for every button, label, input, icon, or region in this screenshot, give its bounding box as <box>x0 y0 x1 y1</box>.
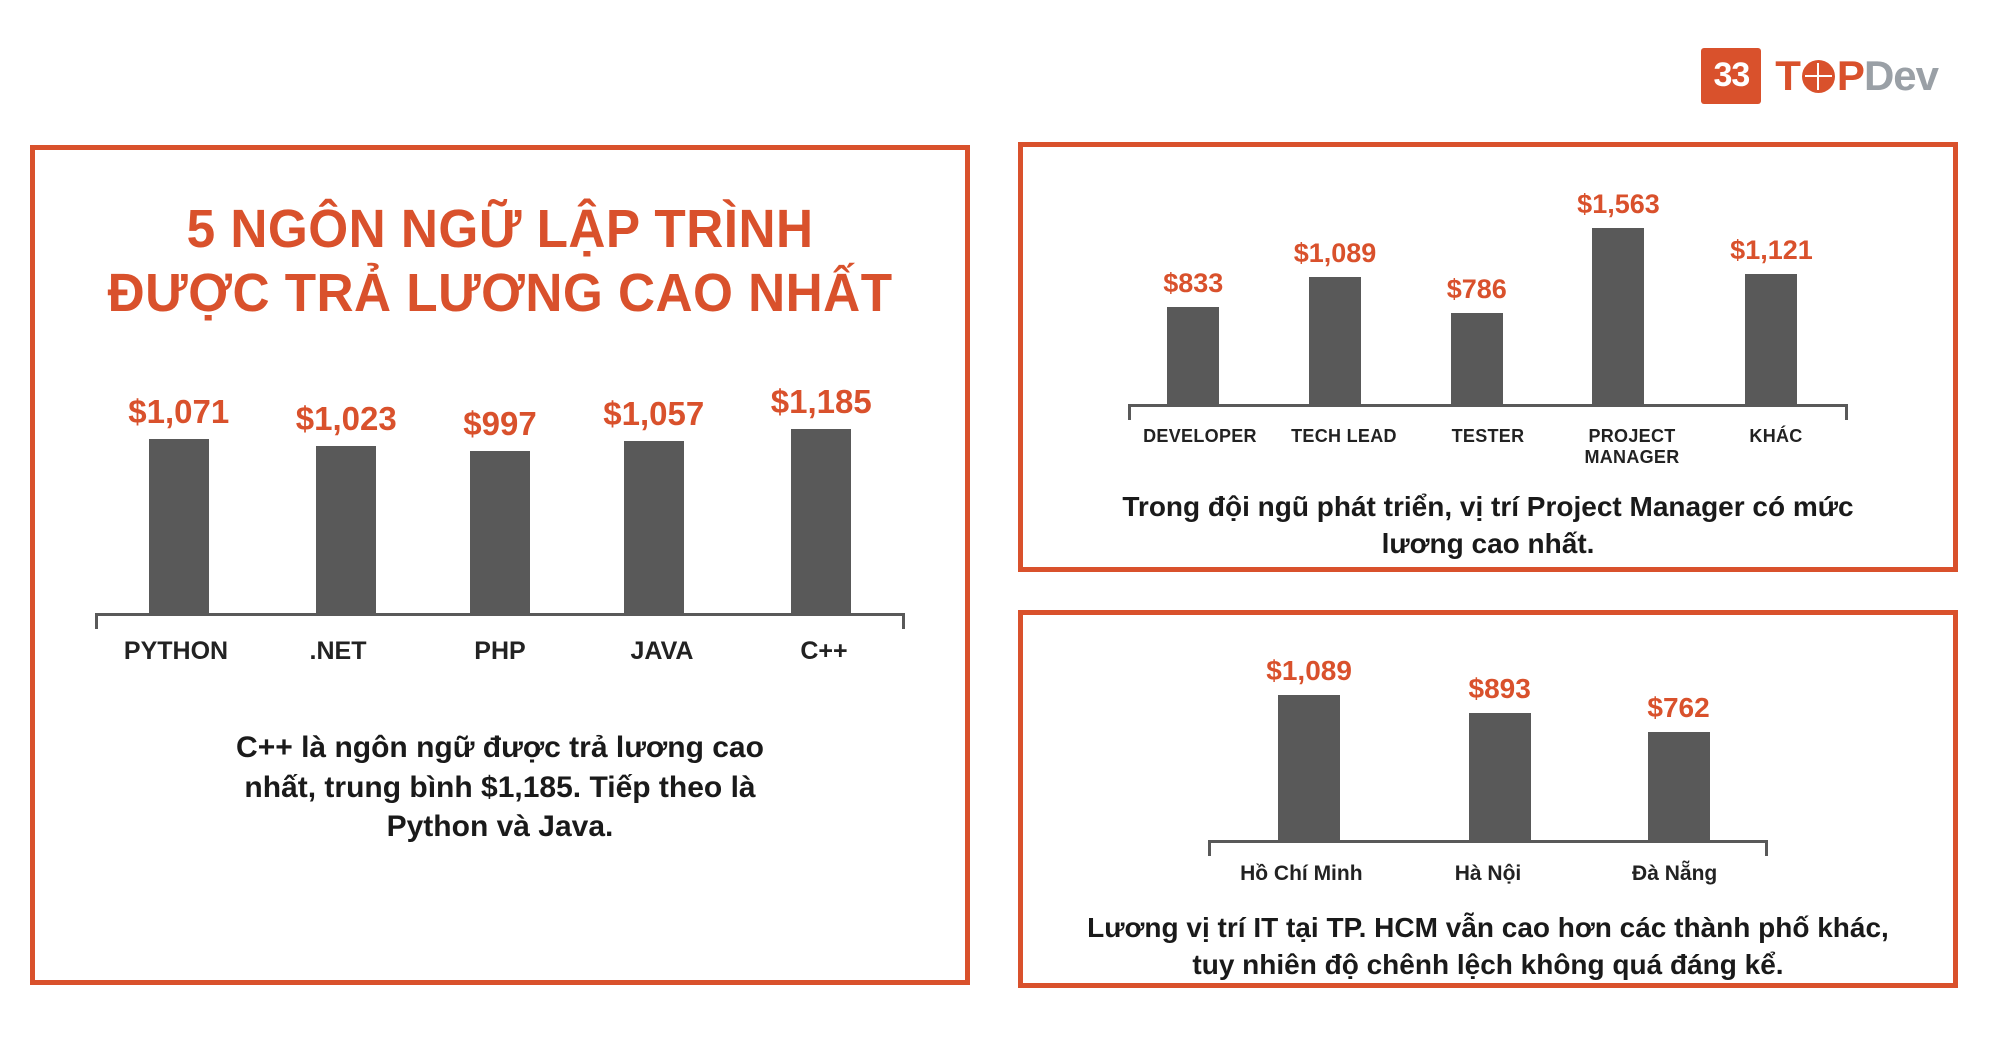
bar <box>1469 713 1531 840</box>
bar-column <box>1730 189 1813 404</box>
bar <box>791 429 851 613</box>
bar <box>1648 732 1710 840</box>
bar <box>316 446 376 613</box>
bar <box>1167 307 1219 404</box>
bar-value-label: $893 <box>1468 673 1531 704</box>
languages-axis <box>95 613 905 627</box>
category-label: KHÁC <box>1749 426 1803 446</box>
bar-value-label: $1,071 <box>128 393 230 431</box>
bar-value-label: $1,121 <box>1730 235 1813 265</box>
bar-value-label: $1,089 <box>1293 238 1377 268</box>
languages-bar-chart <box>95 383 905 613</box>
bar <box>1592 228 1644 404</box>
roles-bars <box>1128 189 1848 404</box>
roles-axis <box>1128 404 1848 418</box>
roles-panel <box>1018 142 1958 572</box>
bar-value-label: $1,023 <box>295 400 397 438</box>
bar-value-label: $1,089 <box>1266 655 1352 686</box>
page-title <box>108 198 893 325</box>
cities-category-labels <box>1208 862 1768 886</box>
category-label: .NET <box>309 637 367 666</box>
page-number: 33 <box>1701 48 1761 104</box>
category-label: TESTER <box>1451 426 1525 446</box>
cities-caption: Lương vị trí IT tại TP. HCM vẫn cao hơn các thành phố khác, tuy nhiên độ chênh lệch không quá đáng kể. <box>1087 912 1889 981</box>
bar-value-label: $997 <box>463 405 537 443</box>
category-label: C++ <box>800 637 848 666</box>
category-label: Hồ Chí Minh <box>1240 862 1363 885</box>
bar-column <box>603 383 704 613</box>
bar-value-label: $786 <box>1446 274 1507 304</box>
bar-value-label: $833 <box>1163 268 1224 298</box>
cities-axis <box>1208 840 1768 854</box>
bar-value-label: $1,057 <box>603 395 705 433</box>
cities-bar-chart <box>1208 655 1768 840</box>
logo-text-dev: Dev <box>1863 52 1938 99</box>
category-label: DEVELOPER <box>1143 426 1257 446</box>
bar <box>1278 695 1340 840</box>
page-title-line-2: ĐƯỢC TRẢ LƯƠNG CAO NHẤT <box>107 262 893 323</box>
roles-caption: Trong đội ngũ phát triển, vị trí Project Manager có mức lương cao nhất. <box>1122 491 1854 560</box>
logo-letter-t: T <box>1775 52 1800 99</box>
globe-icon <box>1802 60 1835 93</box>
logo-letter-p: P <box>1836 52 1864 99</box>
bar-column <box>1577 189 1660 404</box>
bar <box>1309 277 1361 404</box>
bar-column <box>771 383 872 613</box>
category-label: PROJECT MANAGER <box>1584 426 1680 467</box>
cities-panel <box>1018 610 1958 988</box>
bar-value-label: $1,185 <box>770 383 872 421</box>
bar-column <box>1647 655 1709 840</box>
category-label: PYTHON <box>123 637 229 666</box>
bar-column <box>1447 189 1507 404</box>
category-label: TECH LEAD <box>1291 426 1397 446</box>
cities-bars <box>1208 655 1768 840</box>
bar <box>1745 274 1797 404</box>
bar-value-label: $762 <box>1647 692 1710 723</box>
languages-panel <box>30 145 970 985</box>
category-label: Đà Nẵng <box>1632 862 1718 885</box>
bar <box>470 451 530 613</box>
languages-bars <box>95 383 905 613</box>
bar-column <box>1294 189 1377 404</box>
bar-column <box>1163 189 1223 404</box>
brand-header <box>1701 48 1938 104</box>
languages-category-labels <box>95 637 905 666</box>
roles-bar-chart <box>1128 189 1848 404</box>
bar-column <box>128 383 229 613</box>
bar-value-label: $1,563 <box>1577 189 1660 219</box>
category-label: Hà Nội <box>1454 862 1522 885</box>
bar-column <box>296 383 397 613</box>
bar-column <box>1266 655 1352 840</box>
category-label: JAVA <box>630 637 694 666</box>
bar-column <box>463 383 536 613</box>
topdev-logo <box>1775 52 1938 100</box>
bar <box>149 439 209 613</box>
roles-category-labels <box>1128 426 1848 467</box>
category-label: PHP <box>474 637 526 666</box>
languages-caption: C++ là ngôn ngữ được trả lương cao nhất, trung bình $1,185. Tiếp theo là Python và Java. <box>236 731 764 844</box>
bar-column <box>1469 655 1531 840</box>
page-title-line-1: 5 NGÔN NGỮ LẬP TRÌNH <box>186 199 814 259</box>
bar <box>1451 313 1503 404</box>
bar <box>624 441 684 613</box>
